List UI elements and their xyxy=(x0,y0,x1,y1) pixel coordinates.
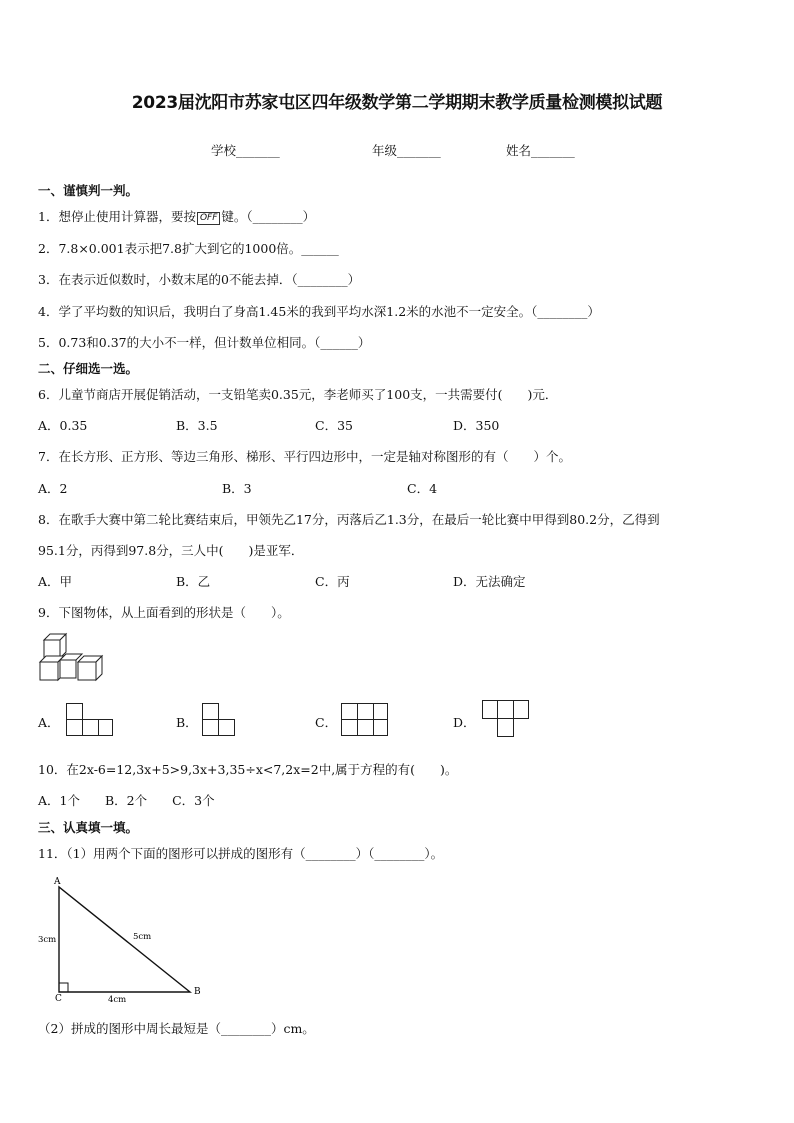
name-field: 姓名_______ xyxy=(506,143,575,158)
question-11-part-2: （2）拼成的图形中周长最短是（________）cm。 xyxy=(38,1021,315,1036)
question-2: 2．7.8×0.001表示把7.8扩大到它的1000倍。______ xyxy=(38,241,339,256)
question-9: 9．下图物体，从上面看到的形状是（ ）。 xyxy=(38,605,290,620)
section-heading-1: 一、谨慎判一判。 xyxy=(38,183,139,198)
cube-stack-figure xyxy=(38,632,110,684)
section-heading-3: 三、认真填一填。 xyxy=(38,820,139,835)
q9-option-a: A． xyxy=(38,715,60,730)
question-1-text: 1．想停止使用计算器，要按 xyxy=(38,209,196,224)
question-8-line-1: 8．在歌手大赛中第二轮比赛结束后，甲领先乙17分，丙落后乙1.3分，在最后一轮比赛中甲得到80.2分，乙得到 xyxy=(38,512,660,527)
q7-option-c: C．4 xyxy=(407,481,438,496)
side-cb-label: 4cm xyxy=(108,995,127,1005)
q8-option-d: D．无法确定 xyxy=(453,574,526,589)
q7-option-b: B．3 xyxy=(222,481,252,496)
question-5: 5．0.73和0.37的大小不一样，但计数单位相同。（______） xyxy=(38,335,371,350)
question-3: 3．在表示近似数时，小数末尾的0不能去掉．（________） xyxy=(38,272,361,287)
side-ab-label: 5cm xyxy=(133,932,152,942)
q9-option-c-shape xyxy=(341,703,391,737)
q6-option-c: C．35 xyxy=(315,418,353,433)
q9-option-c: C． xyxy=(315,715,338,730)
q9-option-d: D． xyxy=(453,715,476,730)
q8-option-c: C．丙 xyxy=(315,574,350,589)
page-title: 2023届沈阳市苏家屯区四年级数学第二学期期末教学质量检测模拟试题 xyxy=(131,93,663,113)
q6-option-d: D．350 xyxy=(453,418,500,433)
question-6: 6．儿童节商店开展促销活动，一支铅笔卖0.35元，李老师买了100支，一共需要付( )元． xyxy=(38,387,558,402)
q9-option-b: B． xyxy=(176,715,198,730)
q8-option-a: A．甲 xyxy=(38,574,73,589)
question-1 xyxy=(38,207,315,225)
q8-option-b: B．乙 xyxy=(176,574,211,589)
question-4: 4．学了平均数的知识后，我明白了身高1.45米的我到平均水深1.2米的水池不一定安全。（________） xyxy=(38,304,600,319)
q9-option-b-shape xyxy=(202,703,236,737)
q9-option-a-shape xyxy=(66,703,114,737)
right-triangle-figure xyxy=(30,872,210,1007)
q10-options: A．1个 B．2个 C．3个 xyxy=(38,793,215,808)
off-key-icon: OFF xyxy=(197,212,220,225)
q6-option-b: B．3.5 xyxy=(176,418,218,433)
side-ac-label: 3cm xyxy=(38,935,57,945)
q7-option-a: A．2 xyxy=(38,481,68,496)
question-11: 11．（1）用两个下面的图形可以拼成的图形有（________）（________）。 xyxy=(38,846,444,861)
q6-option-a: A．0.35 xyxy=(38,418,88,433)
vertex-a-label: A xyxy=(54,877,61,887)
vertex-b-label: B xyxy=(194,987,201,997)
question-1-text-after: 键。（________） xyxy=(221,209,316,224)
q9-option-d-shape xyxy=(482,700,532,740)
section-heading-2: 二、仔细选一选。 xyxy=(38,361,139,376)
vertex-c-label: C xyxy=(55,994,62,1004)
question-8-line-2: 95.1分，丙得到97.8分，三人中( )是亚军． xyxy=(38,543,304,558)
question-7: 7．在长方形、正方形、等边三角形、梯形、平行四边形中，一定是轴对称图形的有（ ）个。 xyxy=(38,449,571,464)
school-field: 学校_______ xyxy=(211,143,280,158)
question-10: 10．在2x-6=12,3x+5>9,3x+3,35÷x<7,2x=2中,属于方程的有( )。 xyxy=(38,762,458,777)
grade-field: 年级_______ xyxy=(372,143,441,158)
